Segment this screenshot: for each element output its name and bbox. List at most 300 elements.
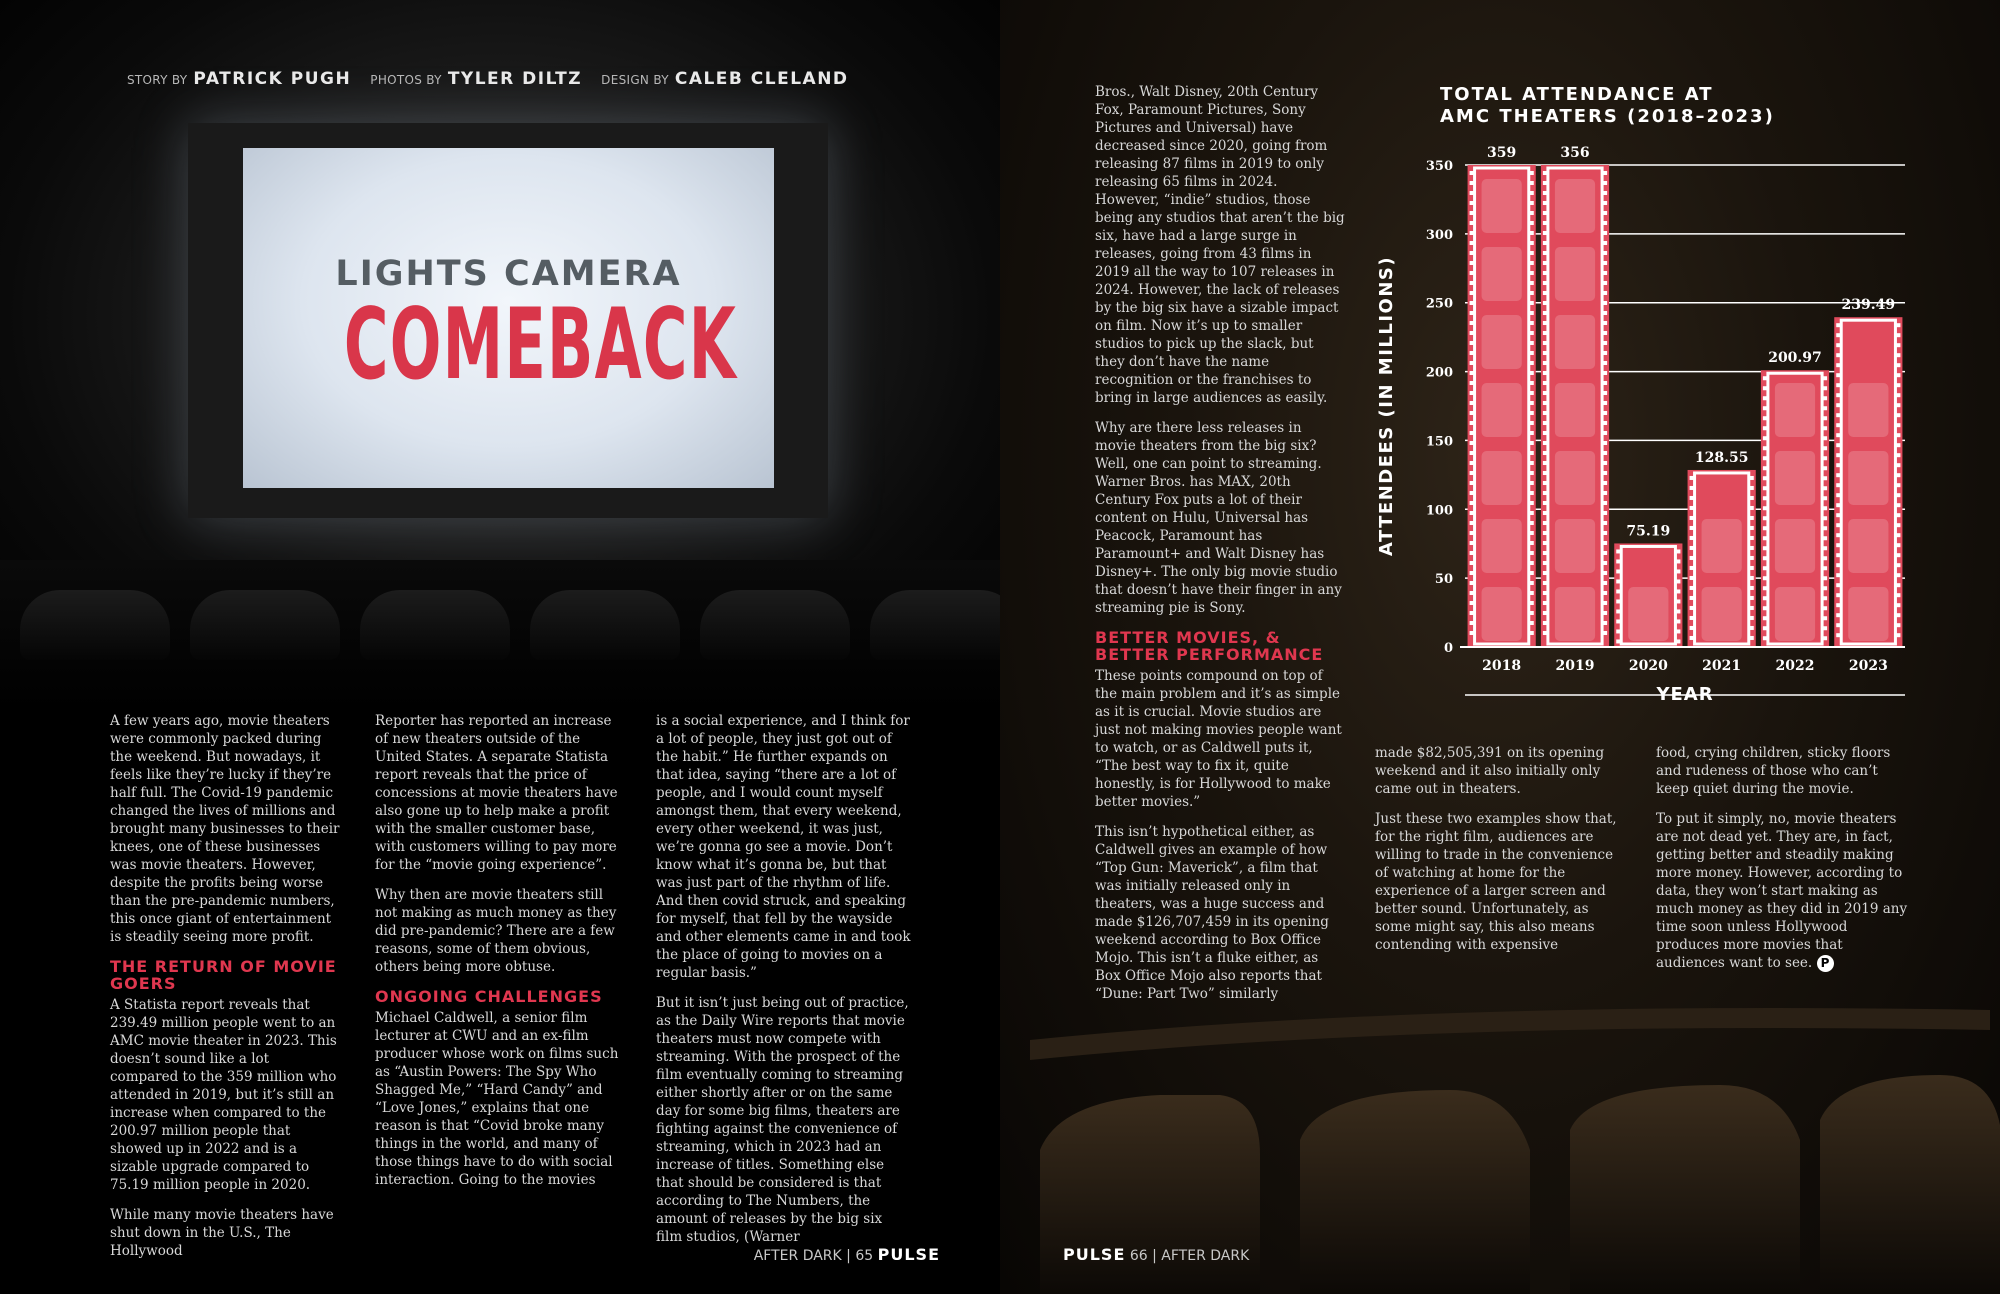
film-perforation	[1543, 471, 1547, 475]
paragraph: While many movie theaters have shut down in the U.S., The Hollywood	[110, 1207, 334, 1259]
film-perforation	[1470, 281, 1474, 285]
film-perforation	[1530, 621, 1534, 625]
paragraph: A few years ago, movie theaters were commonly packed during the weekend. But nowadays, it feels like they’re lucky if they’re half full. The Covid-19 pandemic changed the lives of millions and brought many businesses to their knees, one of these businesses was movie theaters. However, despite the profits being worse than the pre-pandemic numbers, this once giant of entertainment is steadily seeing more profit.	[110, 713, 340, 945]
film-perforation	[1823, 636, 1827, 640]
film-perforation	[1603, 531, 1607, 535]
folio-brand: PULSE	[877, 1245, 940, 1264]
film-perforation	[1836, 353, 1840, 357]
film-perforation	[1603, 611, 1607, 615]
film-perforation	[1896, 523, 1900, 527]
story-label: STORY BY	[127, 73, 188, 87]
film-perforation	[1690, 496, 1694, 500]
film-perforation	[1763, 526, 1767, 530]
film-perforation	[1836, 463, 1840, 467]
folio-left: AFTER DARK | 65 PULSE	[753, 1245, 940, 1264]
folio-page-number: 66	[1129, 1248, 1148, 1264]
film-perforation	[1896, 553, 1900, 557]
film-frame	[1482, 451, 1522, 505]
y-tick-label: 250	[1425, 296, 1453, 312]
film-perforation	[1750, 496, 1754, 500]
film-perforation	[1690, 566, 1694, 570]
film-perforation	[1750, 636, 1754, 640]
film-perforation	[1543, 481, 1547, 485]
film-frame	[1848, 587, 1888, 641]
bar-2018	[1468, 145, 1536, 647]
film-perforation	[1530, 491, 1534, 495]
film-perforation	[1470, 591, 1474, 595]
film-perforation	[1603, 431, 1607, 435]
film-perforation	[1836, 603, 1840, 607]
folio-page-number: 65	[855, 1248, 874, 1264]
film-perforation	[1690, 486, 1694, 490]
film-perforation	[1603, 551, 1607, 555]
film-perforation	[1836, 413, 1840, 417]
y-tick-label: 150	[1425, 434, 1453, 450]
film-perforation	[1763, 466, 1767, 470]
film-perforation	[1676, 639, 1680, 643]
film-perforation	[1896, 513, 1900, 517]
film-perforation	[1470, 211, 1474, 215]
film-perforation	[1470, 311, 1474, 315]
film-perforation	[1836, 503, 1840, 507]
film-perforation	[1763, 536, 1767, 540]
film-perforation	[1530, 461, 1534, 465]
film-perforation	[1603, 301, 1607, 305]
film-perforation	[1763, 626, 1767, 630]
paragraph: This isn’t hypothetical either, as Caldwell gives an example of how “Top Gun: Maverick”, a film that was initially released only in theaters, was a huge success and made $126,707,459 in its opening weekend according to Box Office Mojo. This isn’t a fluke either, as Box Office Mojo also reports that “Dune: Part Two” similarly	[1095, 824, 1329, 1002]
film-perforation	[1470, 181, 1474, 185]
film-perforation	[1750, 606, 1754, 610]
theater-screen-frame	[188, 123, 828, 518]
film-perforation	[1690, 596, 1694, 600]
film-perforation	[1530, 531, 1534, 535]
film-perforation	[1896, 333, 1900, 337]
section-heading: THE RETURN OF MOVIE GOERS	[110, 957, 337, 993]
film-perforation	[1896, 563, 1900, 567]
film-perforation	[1530, 551, 1534, 555]
film-perforation	[1823, 486, 1827, 490]
film-perforation	[1543, 281, 1547, 285]
film-perforation	[1823, 496, 1827, 500]
film-perforation	[1543, 171, 1547, 175]
film-perforation	[1543, 391, 1547, 395]
y-tick-label: 300	[1425, 227, 1453, 243]
film-perforation	[1530, 231, 1534, 235]
bar-2020	[1614, 523, 1682, 647]
film-perforation	[1836, 423, 1840, 427]
film-perforation	[1823, 596, 1827, 600]
film-perforation	[1603, 211, 1607, 215]
film-perforation	[1530, 611, 1534, 615]
film-frame	[1482, 519, 1522, 573]
film-frame	[1482, 179, 1522, 233]
film-frame	[1555, 247, 1595, 301]
film-perforation	[1603, 571, 1607, 575]
film-perforation	[1836, 543, 1840, 547]
paragraph: Why then are movie theaters still not making as much money as they did pre-pandemic? There are a few reasons, some of them obvious, others being more obtuse.	[375, 887, 617, 975]
film-perforation	[1823, 506, 1827, 510]
film-perforation	[1750, 546, 1754, 550]
bar-value-label: 128.55	[1694, 449, 1749, 466]
film-perforation	[1603, 491, 1607, 495]
paragraph: Michael Caldwell, a senior film lecturer at CWU and an ex-film producer whose work on films such as “Austin Powers: The Spy Who Shagged Me,” “Hard Candy” and “Love Jones,” explains that one reason is that “Covid broke many things in the world, and many of those things have to do with social interaction. Going to the movies	[375, 1010, 619, 1188]
paragraph: Reporter has reported an increase of new theaters outside of the United States. A separate Statista report reveals that the price of concessions at movie theaters have also gone up to help make a profit with the smaller customer base, with customers willing to pay more for the “movie going experience”.	[375, 713, 618, 873]
film-perforation	[1543, 401, 1547, 405]
film-perforation	[1896, 383, 1900, 387]
film-perforation	[1470, 171, 1474, 175]
film-perforation	[1543, 201, 1547, 205]
film-frame	[1482, 383, 1522, 437]
film-perforation	[1896, 543, 1900, 547]
film-perforation	[1823, 606, 1827, 610]
section-heading: BETTER MOVIES, & BETTER PERFORMANCE	[1095, 628, 1324, 664]
end-mark-icon: P	[1817, 955, 1834, 972]
film-frame	[1775, 587, 1815, 641]
film-perforation	[1836, 433, 1840, 437]
film-perforation	[1470, 581, 1474, 585]
film-perforation	[1603, 631, 1607, 635]
film-perforation	[1470, 351, 1474, 355]
film-perforation	[1530, 391, 1534, 395]
film-perforation	[1823, 616, 1827, 620]
paragraph: Bros., Walt Disney, 20th Century Fox, Paramount Pictures, Sony Pictures and Universal) have decreased since 2020, going from releasing 87 films in 2019 to only releasing 65 films in 2024. However, “indie” studios, those being any studios that aren’t the big six, have had a large surge in releases, going from 43 films in 2019 all the way to 107 releases in 2024. However, the lack of releases by the big six have a sizable impact on film. Now it’s up to smaller studios to pick up the slack, but they don’t have the name recognition or the franchises to bring in large audiences as easily.	[1095, 84, 1345, 406]
film-perforation	[1823, 436, 1827, 440]
film-perforation	[1543, 271, 1547, 275]
film-perforation	[1836, 633, 1840, 637]
film-perforation	[1530, 291, 1534, 295]
film-perforation	[1470, 491, 1474, 495]
film-perforation	[1603, 181, 1607, 185]
film-perforation	[1530, 181, 1534, 185]
film-perforation	[1616, 579, 1620, 583]
film-perforation	[1543, 461, 1547, 465]
folio-brand: PULSE	[1063, 1245, 1126, 1264]
film-perforation	[1836, 473, 1840, 477]
film-perforation	[1690, 526, 1694, 530]
film-perforation	[1690, 546, 1694, 550]
film-perforation	[1543, 241, 1547, 245]
film-perforation	[1603, 261, 1607, 265]
film-perforation	[1676, 579, 1680, 583]
paragraph: food, crying children, sticky floors and rudeness of those who can’t keep quiet during the movie.	[1656, 745, 1891, 797]
film-perforation	[1543, 431, 1547, 435]
film-perforation	[1836, 523, 1840, 527]
film-frame	[1702, 519, 1742, 573]
film-perforation	[1543, 221, 1547, 225]
film-perforation	[1530, 201, 1534, 205]
film-perforation	[1750, 536, 1754, 540]
film-perforation	[1896, 493, 1900, 497]
column-6	[1656, 744, 1911, 984]
film-perforation	[1530, 601, 1534, 605]
film-perforation	[1763, 596, 1767, 600]
film-perforation	[1530, 591, 1534, 595]
film-perforation	[1750, 586, 1754, 590]
film-perforation	[1823, 626, 1827, 630]
headline-kicker: LIGHTS CAMERA	[335, 254, 682, 294]
film-perforation	[1823, 556, 1827, 560]
chart-title-line-1: TOTAL ATTENDANCE AT	[1440, 84, 1714, 105]
film-perforation	[1763, 486, 1767, 490]
film-perforation	[1470, 361, 1474, 365]
film-perforation	[1836, 593, 1840, 597]
film-perforation	[1543, 411, 1547, 415]
film-perforation	[1836, 403, 1840, 407]
film-perforation	[1530, 361, 1534, 365]
film-perforation	[1530, 281, 1534, 285]
y-tick-label: 50	[1434, 572, 1453, 588]
film-perforation	[1603, 401, 1607, 405]
chart-title-line-2: AMC THEATERS (2018–2023)	[1440, 106, 1775, 127]
film-perforation	[1836, 443, 1840, 447]
film-perforation	[1530, 561, 1534, 565]
film-perforation	[1603, 621, 1607, 625]
film-perforation	[1470, 571, 1474, 575]
film-perforation	[1530, 411, 1534, 415]
film-perforation	[1603, 591, 1607, 595]
film-perforation	[1530, 171, 1534, 175]
film-perforation	[1823, 516, 1827, 520]
film-perforation	[1543, 251, 1547, 255]
film-perforation	[1823, 566, 1827, 570]
film-perforation	[1470, 191, 1474, 195]
film-perforation	[1823, 406, 1827, 410]
photos-author: TYLER DILTZ	[447, 69, 583, 89]
film-perforation	[1750, 506, 1754, 510]
film-frame	[1555, 519, 1595, 573]
film-perforation	[1616, 599, 1620, 603]
film-frame	[1775, 519, 1815, 573]
film-perforation	[1603, 171, 1607, 175]
film-perforation	[1470, 421, 1474, 425]
film-perforation	[1616, 629, 1620, 633]
film-perforation	[1470, 431, 1474, 435]
design-label: DESIGN BY	[601, 73, 669, 87]
film-perforation	[1603, 361, 1607, 365]
y-axis-label: ATTENDEES (IN MILLIONS)	[1376, 255, 1397, 557]
film-perforation	[1690, 516, 1694, 520]
bar-value-label: 356	[1560, 145, 1590, 161]
film-perforation	[1543, 301, 1547, 305]
film-perforation	[1530, 301, 1534, 305]
film-perforation	[1676, 549, 1680, 553]
film-perforation	[1543, 181, 1547, 185]
bar-value-label: 75.19	[1626, 523, 1671, 540]
film-perforation	[1603, 511, 1607, 515]
film-perforation	[1836, 533, 1840, 537]
film-perforation	[1470, 531, 1474, 535]
film-perforation	[1470, 241, 1474, 245]
film-perforation	[1616, 549, 1620, 553]
film-perforation	[1470, 481, 1474, 485]
film-perforation	[1690, 536, 1694, 540]
film-perforation	[1896, 473, 1900, 477]
film-perforation	[1896, 463, 1900, 467]
film-perforation	[1543, 361, 1547, 365]
film-perforation	[1530, 251, 1534, 255]
film-perforation	[1896, 503, 1900, 507]
film-perforation	[1896, 393, 1900, 397]
film-perforation	[1603, 471, 1607, 475]
film-perforation	[1603, 191, 1607, 195]
film-perforation	[1470, 601, 1474, 605]
film-perforation	[1896, 613, 1900, 617]
film-frame	[1702, 587, 1742, 641]
film-perforation	[1603, 201, 1607, 205]
film-perforation	[1470, 631, 1474, 635]
film-perforation	[1470, 621, 1474, 625]
film-frame	[1775, 451, 1815, 505]
film-frame	[1555, 315, 1595, 369]
film-perforation	[1603, 411, 1607, 415]
film-perforation	[1603, 371, 1607, 375]
film-perforation	[1896, 593, 1900, 597]
y-tick-label: 350	[1425, 159, 1453, 174]
film-perforation	[1763, 416, 1767, 420]
paragraph	[1656, 810, 1911, 972]
film-perforation	[1470, 461, 1474, 465]
film-perforation	[1836, 343, 1840, 347]
film-perforation	[1836, 623, 1840, 627]
film-perforation	[1836, 613, 1840, 617]
film-perforation	[1676, 599, 1680, 603]
film-perforation	[1603, 451, 1607, 455]
film-perforation	[1543, 491, 1547, 495]
film-perforation	[1763, 506, 1767, 510]
film-perforation	[1676, 589, 1680, 593]
film-frame	[1555, 451, 1595, 505]
x-tick-label: 2023	[1848, 658, 1888, 674]
film-frame	[1775, 383, 1815, 437]
film-perforation	[1603, 421, 1607, 425]
film-perforation	[1823, 416, 1827, 420]
film-perforation	[1836, 363, 1840, 367]
x-tick-label: 2020	[1628, 658, 1668, 674]
film-perforation	[1750, 626, 1754, 630]
film-perforation	[1823, 576, 1827, 580]
film-perforation	[1543, 441, 1547, 445]
film-perforation	[1470, 521, 1474, 525]
film-perforation	[1543, 311, 1547, 315]
film-frame	[1848, 383, 1888, 437]
film-perforation	[1470, 261, 1474, 265]
film-perforation	[1823, 426, 1827, 430]
film-perforation	[1530, 631, 1534, 635]
film-perforation	[1530, 381, 1534, 385]
film-perforation	[1530, 501, 1534, 505]
film-perforation	[1763, 426, 1767, 430]
film-perforation	[1543, 261, 1547, 265]
film-perforation	[1603, 581, 1607, 585]
film-frame	[1848, 451, 1888, 505]
film-perforation	[1690, 616, 1694, 620]
film-perforation	[1530, 451, 1534, 455]
film-perforation	[1896, 483, 1900, 487]
film-perforation	[1896, 603, 1900, 607]
film-perforation	[1470, 231, 1474, 235]
film-perforation	[1470, 251, 1474, 255]
film-perforation	[1603, 461, 1607, 465]
film-frame	[1555, 383, 1595, 437]
film-perforation	[1470, 551, 1474, 555]
film-perforation	[1823, 466, 1827, 470]
column-4	[1095, 83, 1345, 1015]
film-perforation	[1470, 371, 1474, 375]
film-perforation	[1543, 631, 1547, 635]
film-perforation	[1763, 386, 1767, 390]
film-perforation	[1823, 546, 1827, 550]
film-perforation	[1763, 606, 1767, 610]
film-perforation	[1543, 571, 1547, 575]
film-perforation	[1543, 541, 1547, 545]
right-page	[1000, 0, 2000, 1294]
film-frame	[1482, 587, 1522, 641]
paragraph: Just these two examples show that, for the right film, audiences are willing to trade in the convenience of watching at home for the experience of a larger screen and better sound. Unfortunately, as some might say, this also means contending with expensive	[1375, 811, 1617, 953]
theater-screen	[243, 148, 774, 488]
film-perforation	[1470, 561, 1474, 565]
film-perforation	[1530, 541, 1534, 545]
film-perforation	[1750, 526, 1754, 530]
film-perforation	[1530, 401, 1534, 405]
film-perforation	[1896, 443, 1900, 447]
film-perforation	[1823, 376, 1827, 380]
film-perforation	[1543, 341, 1547, 345]
film-perforation	[1603, 331, 1607, 335]
film-perforation	[1896, 413, 1900, 417]
film-perforation	[1530, 321, 1534, 325]
film-perforation	[1763, 516, 1767, 520]
film-perforation	[1543, 331, 1547, 335]
film-perforation	[1470, 541, 1474, 545]
film-perforation	[1676, 629, 1680, 633]
film-perforation	[1836, 493, 1840, 497]
film-perforation	[1530, 581, 1534, 585]
film-perforation	[1690, 586, 1694, 590]
section-heading: ONGOING CHALLENGES	[375, 987, 603, 1006]
film-perforation	[1896, 343, 1900, 347]
film-perforation	[1836, 393, 1840, 397]
film-perforation	[1823, 586, 1827, 590]
film-perforation	[1470, 501, 1474, 505]
film-perforation	[1750, 576, 1754, 580]
film-perforation	[1543, 321, 1547, 325]
bar-value-label: 359	[1487, 145, 1517, 161]
film-perforation	[1750, 516, 1754, 520]
x-tick-label: 2022	[1775, 658, 1815, 674]
film-perforation	[1616, 639, 1620, 643]
film-perforation	[1836, 553, 1840, 557]
design-author: CALEB CLELAND	[674, 69, 849, 89]
film-perforation	[1530, 211, 1534, 215]
film-perforation	[1676, 559, 1680, 563]
film-perforation	[1470, 391, 1474, 395]
film-perforation	[1543, 501, 1547, 505]
film-perforation	[1896, 583, 1900, 587]
film-perforation	[1616, 569, 1620, 573]
film-perforation	[1603, 251, 1607, 255]
film-perforation	[1896, 353, 1900, 357]
film-perforation	[1603, 241, 1607, 245]
film-perforation	[1470, 471, 1474, 475]
film-perforation	[1836, 583, 1840, 587]
film-perforation	[1543, 531, 1547, 535]
film-perforation	[1763, 566, 1767, 570]
film-perforation	[1543, 371, 1547, 375]
paragraph: But it isn’t just being out of practice, as the Daily Wire reports that movie theaters must now compete with streaming. With the prospect of the film eventually coming to streaming either shortly after or on the same day for some big films, theaters are fighting against the convenience of streaming, which in 2023 had an increase of titles. Something else that should be considered is that according to The Numbers, the amount of releases by the big six film studios, (Warner	[656, 995, 909, 1245]
film-perforation	[1823, 476, 1827, 480]
film-perforation	[1470, 401, 1474, 405]
bar-2023	[1834, 297, 1902, 647]
